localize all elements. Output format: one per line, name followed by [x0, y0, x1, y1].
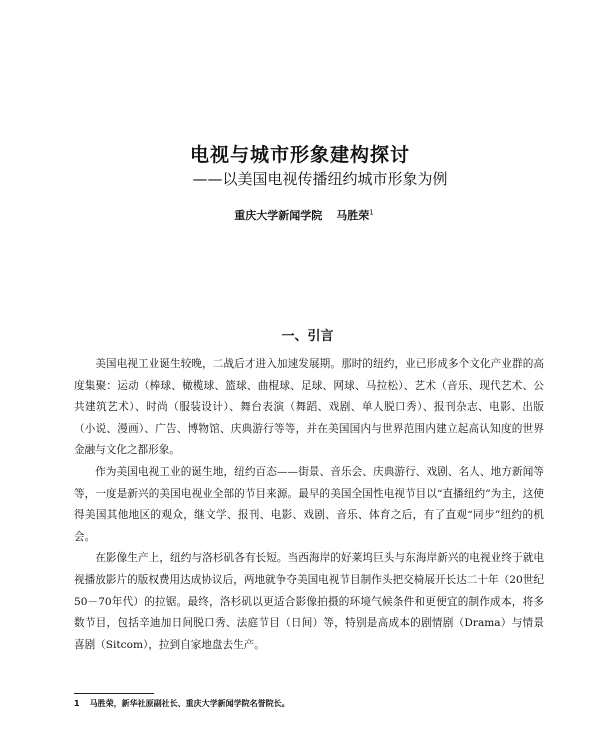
article-title: 电视与城市形象建构探讨 [189, 144, 410, 166]
section-heading: 一、引言 [281, 329, 334, 344]
paragraph-1: 美国电视工业诞生较晚，二战后才进入加速发展期。那时的纽约，业已形成多个文化产业群的高度集聚：运动（棒球、橄榄球、篮球、曲棍球、足球、网球、马拉松）、艺术（音乐、现代艺术、公共建筑艺术）、时尚（服装设计）、舞台表演（舞蹈、戏剧、单人脱口秀）、报刊杂志、电影、出版（小说、漫画）、广告、博物馆、庆典游行等等，并在美国国内与世界范围内建立起高认知度的世界金融与文化之都形象。 [74, 358, 544, 457]
paragraph-2: 作为美国电视工业的诞生地，纽约百态——街景、音乐会、庆典游行、戏剧、名人、地方新闻等等，一度是新兴的美国电视业全部的节目来源。最早的美国全国性电视节目以“直播纽约”为主，这使得美国其他地区的观众，继文学、报刊、电影、戏剧、音乐、体育之后，有了直观“同步”纽约的机会。 [74, 465, 544, 543]
author-byline [0, 207, 600, 223]
footnote [74, 698, 544, 709]
author-affiliation: 重庆大学新闻学院 [234, 209, 323, 222]
author-name: 马胜荣 [336, 209, 370, 222]
article-subtitle: ——以美国电视传播纽约城市形象为例 [192, 170, 448, 188]
author-footnote-mark[interactable]: 1 [369, 208, 374, 217]
footnote-text: 马胜荣，新华社原副社长、重庆大学新闻学院名誉院长。 [89, 699, 290, 708]
body-text [74, 354, 544, 656]
footnote-mark: 1 [74, 699, 80, 708]
paragraph-3: 在影像生产上，纽约与洛杉矶各有长短。当西海岸的好莱坞巨头与东海岸新兴的电视业终于就电视播放影片的版权费用达成协议后，两地就争夺美国电视节目制作头把交椅展开长达二十年（20世纪50－70年代）的拉锯。最终，洛杉矶以更适合影像拍摄的环境气候条件和更便宜的制作成本，将多数节目，包括辛迪加日间脱口秀、法庭节目（日间）等，特别是高成本的剧情剧（Drama）与情景喜剧（Sitcom），拉到自家地盘去生产。 [74, 552, 544, 651]
footnote-divider [74, 693, 154, 694]
